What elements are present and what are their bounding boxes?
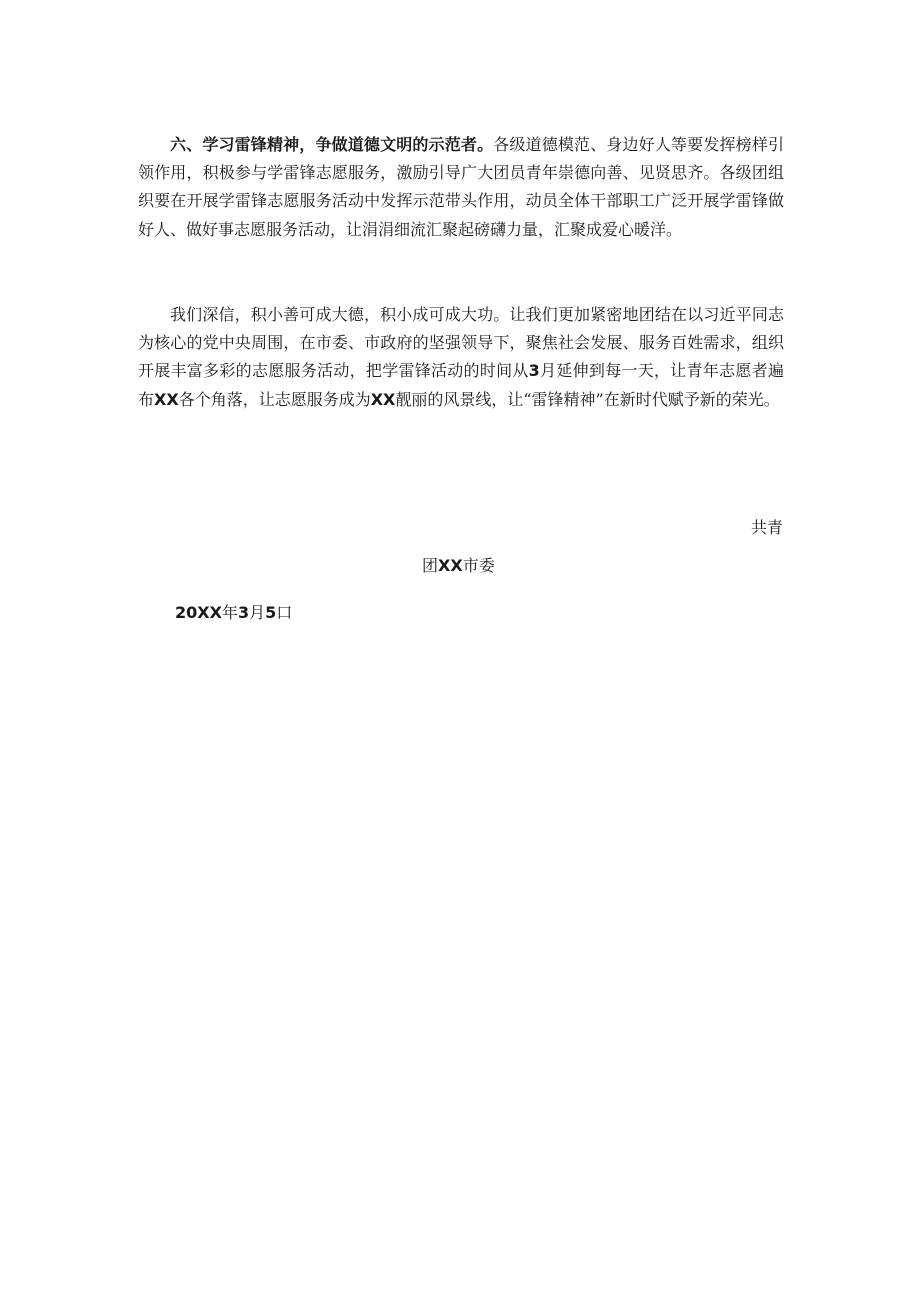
city-placeholder-2: XX	[370, 389, 396, 409]
closing-text-2: 月延伸到每一天，让青年志愿者遍布	[138, 361, 784, 409]
signature-org-line2	[422, 552, 495, 580]
closing-text-3: 各个角落，让志愿服务成为	[178, 389, 371, 409]
date-year-unit: 年	[221, 603, 238, 622]
section-heading: 六、学习雷锋精神，争做道德文明的示范者。	[170, 135, 494, 154]
date-month-unit: 月	[249, 603, 266, 622]
city-placeholder-1: XX	[154, 389, 179, 409]
signature-date	[175, 599, 292, 627]
org-suffix: 市委	[462, 556, 495, 575]
date-day-unit: 口	[276, 603, 293, 622]
paragraph-six-body: 各级道德模范、身边好人等要发挥榜样引领作用，积极参与学雷锋志愿服务，激励引导广大团员青年崇德向善、见贤思齐。各级团组织要在开展学雷锋志愿服务活动中发挥示范带头作用，动员全体干部职工广泛开展学雷锋做好人、做好事志愿服务活动，让涓涓细流汇聚起磅礴力量，汇聚成爱心暖洋。	[138, 135, 784, 239]
closing-paragraph	[138, 301, 784, 414]
org-city: XX	[438, 556, 463, 575]
closing-text-1: 我们深信，积小善可成大德，积小成可成大功。让我们更加紧密地团结在以习近平同志为核心的党中央周围，在市委、市政府的坚强领导下，聚焦社会发展、服务百姓需求，组织开展丰富多彩的志愿服务活动，把学雷锋活动的时间从	[138, 305, 784, 381]
date-year: 20XX	[175, 603, 222, 622]
month-number: 3	[528, 361, 540, 381]
date-day: 5	[265, 603, 277, 622]
paragraph-six	[138, 131, 784, 244]
date-month: 3	[237, 603, 250, 622]
closing-text-4: 靓丽的风景线，让“雷锋精神”在新时代赋予新的荣光。	[395, 389, 780, 409]
signature-org-line1: 共青	[750, 518, 783, 537]
org-prefix: 团	[422, 556, 439, 575]
